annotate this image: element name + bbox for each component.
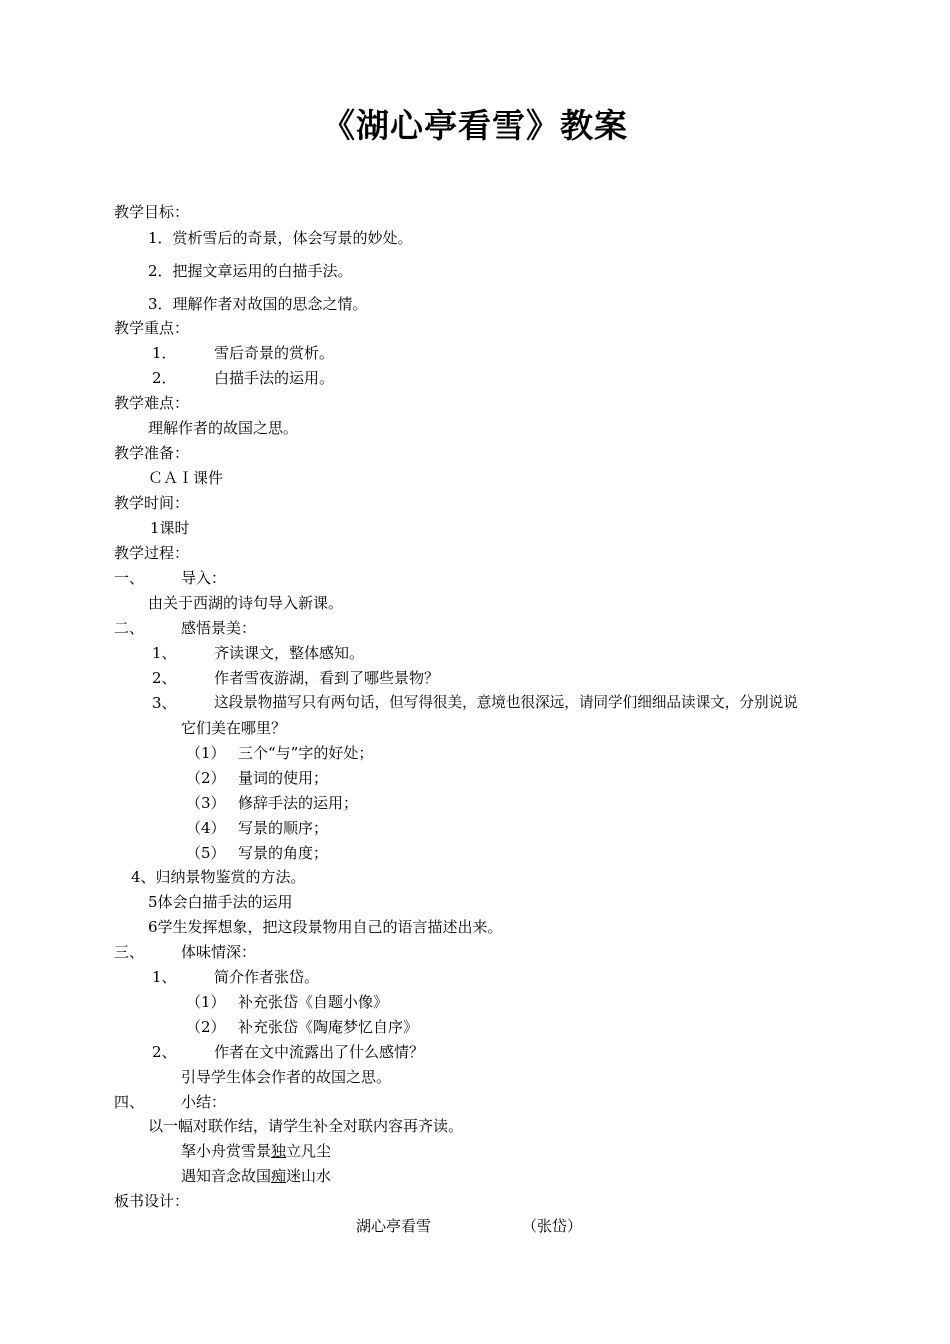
board-heading: 板书设计： bbox=[114, 1192, 190, 1210]
item-text: 齐读课文，整体感知。 bbox=[214, 644, 365, 662]
item-text: 这段景物描写只有两句话，但写得很美，意境也很深远，请同学们细细品读课文，分别说说 bbox=[214, 694, 798, 711]
difficulty-heading: 教学难点： bbox=[114, 394, 190, 412]
item-text: 作者雪夜游湖，看到了哪些景物？ bbox=[214, 669, 440, 687]
objective-item: 2．把握文章运用的白描手法。 bbox=[148, 262, 353, 280]
section-num: 一、 bbox=[114, 569, 145, 587]
couplet-text: 遇知音念故国 bbox=[181, 1167, 272, 1185]
subitem-num: （5） bbox=[186, 844, 226, 862]
subitem-num: （3） bbox=[186, 794, 226, 812]
item-text: 作者在文中流露出了什么感情？ bbox=[214, 1043, 425, 1061]
subitem-text: 修辞手法的运用； bbox=[238, 794, 359, 812]
difficulty-text: 理解作者的故国之思。 bbox=[148, 419, 299, 437]
couplet-line bbox=[181, 1141, 331, 1161]
couplet-marked-char: 独 bbox=[271, 1142, 287, 1160]
subitem-num: （1） bbox=[186, 993, 226, 1011]
couplet-text: 立凡尘 bbox=[286, 1142, 332, 1160]
item-num: 1、 bbox=[152, 968, 177, 986]
item-num: 1、 bbox=[152, 644, 177, 662]
item-text: 简介作者张岱。 bbox=[214, 968, 320, 986]
subitem-num: （4） bbox=[186, 819, 226, 837]
section-title: 感悟景美： bbox=[181, 619, 257, 637]
section-title: 导入： bbox=[181, 569, 227, 587]
key-points-heading: 教学重点： bbox=[114, 319, 190, 337]
subitem-text: 三个“与”字的好处； bbox=[238, 744, 374, 762]
subitem-text: 写景的顺序； bbox=[238, 819, 329, 837]
objective-item: 1．赏析雪后的奇景，体会写景的妙处。 bbox=[148, 229, 413, 247]
subitem-text: 写景的角度； bbox=[238, 844, 329, 862]
section-num: 三、 bbox=[114, 943, 145, 961]
objective-item: 3．理解作者对故国的思念之情。 bbox=[148, 295, 368, 313]
preparation-heading: 教学准备： bbox=[114, 444, 190, 462]
section-text: 由关于西湖的诗句导入新课。 bbox=[148, 594, 344, 612]
item-text: 4、归纳景物鉴赏的方法。 bbox=[131, 868, 306, 886]
subitem-text: 补充张岱《自题小像》 bbox=[238, 993, 389, 1011]
item-num: 2、 bbox=[152, 1043, 177, 1061]
item-text: 5体会白描手法的运用 bbox=[148, 893, 293, 911]
couplet-marked-char: 痴 bbox=[271, 1167, 287, 1185]
process-heading: 教学过程： bbox=[114, 544, 190, 562]
time-text: 1课时 bbox=[150, 519, 190, 537]
key-point-num: 1． bbox=[152, 344, 177, 362]
subitem-text: 量词的使用； bbox=[238, 769, 329, 787]
item-num: 3、 bbox=[152, 694, 177, 712]
objectives-heading: 教学目标： bbox=[114, 203, 190, 221]
item-text-continued: 它们美在哪里？ bbox=[181, 719, 287, 737]
subitem-num: （1） bbox=[186, 744, 226, 762]
board-title: 湖心亭看雪 bbox=[356, 1217, 432, 1235]
couplet-text: 迷山水 bbox=[286, 1167, 332, 1185]
item-text: 6学生发挥想象，把这段景物用自己的语言描述出来。 bbox=[148, 918, 503, 936]
board-author: （张岱） bbox=[522, 1217, 583, 1235]
document-title: 《湖心亭看雪》教案 bbox=[322, 106, 628, 145]
key-point-text: 雪后奇景的赏析。 bbox=[214, 344, 335, 362]
preparation-text: ＣＡＩ课件 bbox=[148, 469, 224, 487]
subitem-num: （2） bbox=[186, 1018, 226, 1036]
section-text: 以一幅对联作结，请学生补全对联内容再齐读。 bbox=[148, 1117, 464, 1135]
subitem-text: 补充张岱《陶庵梦忆自序》 bbox=[238, 1018, 419, 1036]
item-num: 2、 bbox=[152, 669, 177, 687]
section-title: 小结： bbox=[181, 1093, 227, 1111]
item-text: 引导学生体会作者的故国之思。 bbox=[181, 1068, 392, 1086]
couplet-line bbox=[181, 1166, 331, 1186]
time-heading: 教学时间： bbox=[114, 494, 190, 512]
subitem-num: （2） bbox=[186, 769, 226, 787]
couplet-text: 拏小舟赏雪景 bbox=[181, 1142, 272, 1160]
section-num: 四、 bbox=[114, 1093, 145, 1111]
key-point-num: 2． bbox=[152, 369, 177, 387]
section-title: 体味情深： bbox=[181, 943, 257, 961]
section-num: 二、 bbox=[114, 619, 145, 637]
key-point-text: 白描手法的运用。 bbox=[214, 369, 335, 387]
